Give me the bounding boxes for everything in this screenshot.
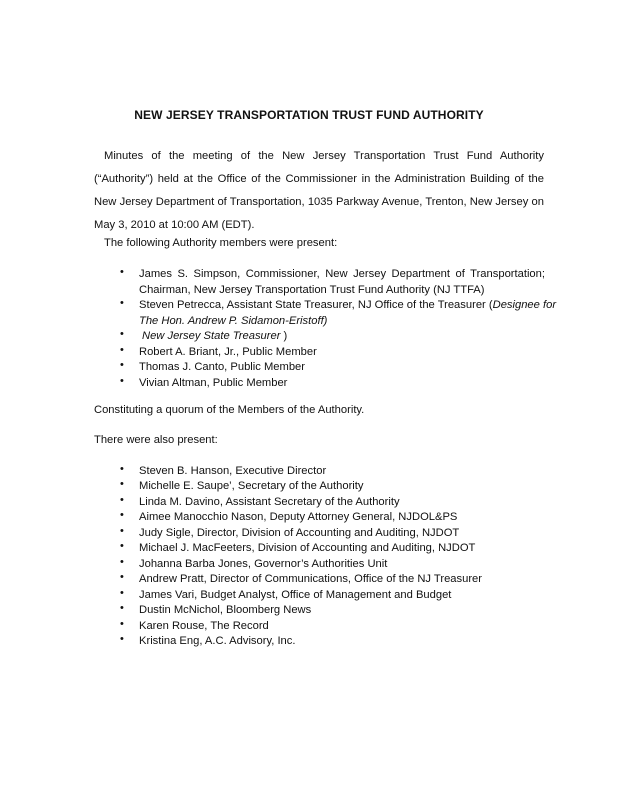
attendee-item: Aimee Manocchio Nason, Deputy Attorney General, NJDOL&PS [139,511,458,523]
bullet: • [120,509,124,521]
document-title: NEW JERSEY TRANSPORTATION TRUST FUND AUTHORITY [134,108,484,122]
bullet: • [120,556,124,568]
attendee-item: James Vari, Budget Analyst, Office of Management and Budget [139,589,452,601]
attendee-item: Andrew Pratt, Director of Communications, Office of the NJ Treasurer [139,573,483,585]
member-item-6: Vivian Altman, Public Member [139,377,288,389]
member-2-designee: Designee for [492,299,557,311]
bullet: • [120,618,124,630]
attendee-item: Kristina Eng, A.C. Advisory, Inc. [139,635,296,647]
member-item-4: Robert A. Briant, Jr., Public Member [139,346,317,358]
bullet: • [120,525,124,537]
bullet: • [120,463,124,475]
member-item-2-line2 [139,313,545,329]
attendee-item: Michelle E. Saupe’, Secretary of the Authority [139,480,364,492]
member-item-1-line2: Chairman, New Jersey Transportation Trust Fund Authority (NJ TTFA) [139,284,485,296]
attendee-item: Steven B. Hanson, Executive Director [139,465,327,477]
bullet: • [120,633,124,645]
bullet: • [120,602,124,614]
intro-paragraph: Minutes of the meeting of the New Jersey Transportation Trust Fund Authority (“Authority”) held at the Office of the Commissioner in the Administration Building of the New Jersey Department of Transportation, 1035 Parkway Avenue, Trenton, New Jersey on May 3, 2010 at 10:00 AM (EDT). [94,150,544,231]
bullet: • [120,266,124,278]
bullet: • [120,297,124,309]
bullet: • [120,587,124,599]
bullet: • [120,540,124,552]
quorum-statement: Constituting a quorum of the Members of the Authority. [94,404,365,416]
member-item-1-line1: James S. Simpson, Commissioner, New Jersey Department of Transportation; [139,268,545,280]
bullet: • [120,328,124,340]
attendee-item: Karen Rouse, The Record [139,620,269,632]
bullet: • [120,375,124,387]
member-2-designee-name: The Hon. Andrew P. Sidamon-Eristoff) [139,315,328,327]
member-3-paren: ) [280,330,288,342]
bullet: • [120,494,124,506]
members-heading: The following Authority members were present: [104,237,338,249]
also-present-heading: There were also present: [94,434,218,446]
attendee-item: Dustin McNichol, Bloomberg News [139,604,312,616]
member-3-title: New Jersey State Treasurer [142,330,281,342]
attendee-item: Michael J. MacFeeters, Division of Accounting and Auditing, NJDOT [139,542,476,554]
bullet: • [120,359,124,371]
member-item-5: Thomas J. Canto, Public Member [139,361,306,373]
attendee-item: Judy Sigle, Director, Division of Accounting and Auditing, NJDOT [139,527,460,539]
attendee-item: Johanna Barba Jones, Governor’s Authorities Unit [139,558,388,570]
member-item-3 [142,328,548,344]
bullet: • [120,478,124,490]
member-2-text: Steven Petrecca, Assistant State Treasurer, NJ Office of the Treasurer ( [139,299,493,311]
bullet: • [120,344,124,356]
attendee-item: Linda M. Davino, Assistant Secretary of the Authority [139,496,400,508]
bullet: • [120,571,124,583]
member-item-2-line1 [139,297,557,313]
